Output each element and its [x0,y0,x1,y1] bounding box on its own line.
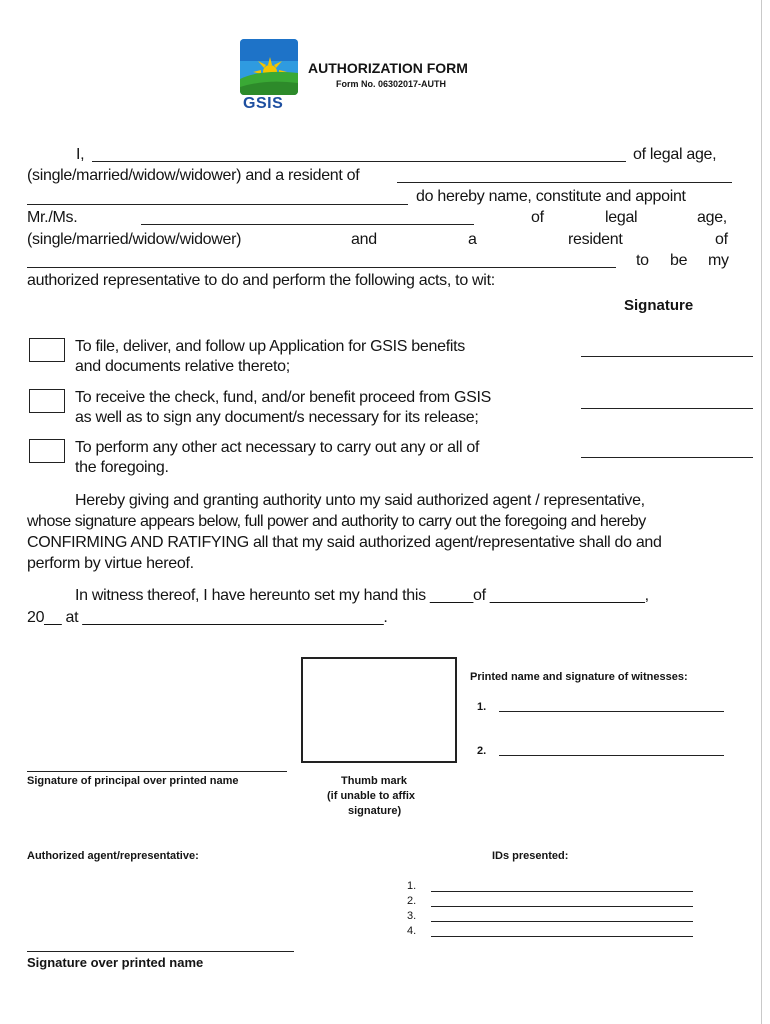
id-2-line[interactable] [431,906,693,907]
be-text: be [670,252,688,269]
act-3-line-1: To perform any other act necessary to carry out any or all of [75,439,480,456]
act-3-line-2: the foregoing. [75,459,169,476]
act-2-signature-line[interactable] [581,408,753,409]
authority-line-4: perform by virtue hereof. [27,555,194,572]
id-3-line[interactable] [431,921,693,922]
act-1-line-2: and documents relative thereto; [75,358,290,375]
id-1-number: 1. [407,880,417,892]
witness-2-line[interactable] [499,755,724,756]
logo-wordmark: GSIS [243,95,284,112]
civil-status-text: (single/married/widow/widower) and a resident of [27,167,360,184]
act-1-checkbox[interactable] [29,338,65,362]
act-1-line-1: To file, deliver, and follow up Application for GSIS benefits [75,338,465,355]
residence-line-2[interactable] [27,204,408,205]
witness-date-line[interactable]: In witness thereof, I have hereunto set my hand this _____of __________________, [75,587,649,604]
thumb-label-3: signature) [348,805,402,817]
age-text: age, [697,209,727,226]
principal-name-line[interactable] [92,161,626,162]
id-4-line[interactable] [431,936,693,937]
act-2-checkbox[interactable] [29,389,65,413]
id-1-line[interactable] [431,891,693,892]
act-2-line-1: To receive the check, fund, and/or benefit proceed from GSIS [75,389,492,406]
thumb-label-1: Thumb mark [341,775,408,787]
legal-age-text: of legal age, [633,146,717,163]
pronoun-i: I, [76,146,85,163]
acts-intro-text: authorized representative to do and perform the following acts, to wit: [27,272,495,289]
and-text: and [351,231,377,248]
legal-text: legal [605,209,638,226]
witness-2-number: 2. [477,745,487,757]
signature-heading: Signature [624,297,694,314]
authority-line-1: Hereby giving and granting authority unto my said authorized agent / representative, [75,492,645,509]
authority-line-3: CONFIRMING AND RATIFYING all that my said authorized agent/representative shall do and [27,534,662,551]
witnesses-label: Printed name and signature of witnesses: [470,671,688,683]
form-number: Form No. 06302017-AUTH [336,79,447,89]
gsis-logo [240,39,298,95]
of-text: of [531,209,544,226]
id-2-number: 2. [407,895,417,907]
principal-signature-line[interactable] [27,771,287,772]
act-1-signature-line[interactable] [581,356,753,357]
id-4-number: 4. [407,925,417,937]
thumb-label-2: (if unable to affix [327,790,415,802]
a-text: a [468,231,477,248]
agent-signature-line[interactable] [27,951,294,952]
of-text-2: of [715,231,728,248]
to-text: to [636,252,649,269]
mr-ms-text: Mr./Ms. [27,209,78,226]
act-2-line-2: as well as to sign any document/s necessary for its release; [75,409,479,426]
representative-name-line[interactable] [141,224,474,225]
id-3-number: 3. [407,910,417,922]
agent-signature-label: Signature over printed name [27,955,204,970]
agent-label: Authorized agent/representative: [27,850,199,862]
act-3-signature-line[interactable] [581,457,753,458]
residence-line-1[interactable] [397,182,732,183]
appoint-text: do hereby name, constitute and appoint [416,188,686,205]
ids-label: IDs presented: [492,850,569,862]
authority-line-2: whose signature appears below, full power and authority to carry out the foregoing and hereby [27,513,646,530]
rep-residence-line[interactable] [27,267,616,268]
thumb-mark-box[interactable] [301,657,457,763]
principal-signature-label: Signature of principal over printed name [27,775,239,787]
rep-civil-status-text: (single/married/widow/widower) [27,231,242,248]
witness-1-number: 1. [477,701,487,713]
form-title: AUTHORIZATION FORM [308,60,468,76]
act-3-checkbox[interactable] [29,439,65,463]
resident-text: resident [568,231,623,248]
page-edge [761,0,762,1024]
my-text: my [708,252,729,269]
witness-1-line[interactable] [499,711,724,712]
witness-place-line[interactable]: 20__ at ___________________________________. [27,609,388,626]
